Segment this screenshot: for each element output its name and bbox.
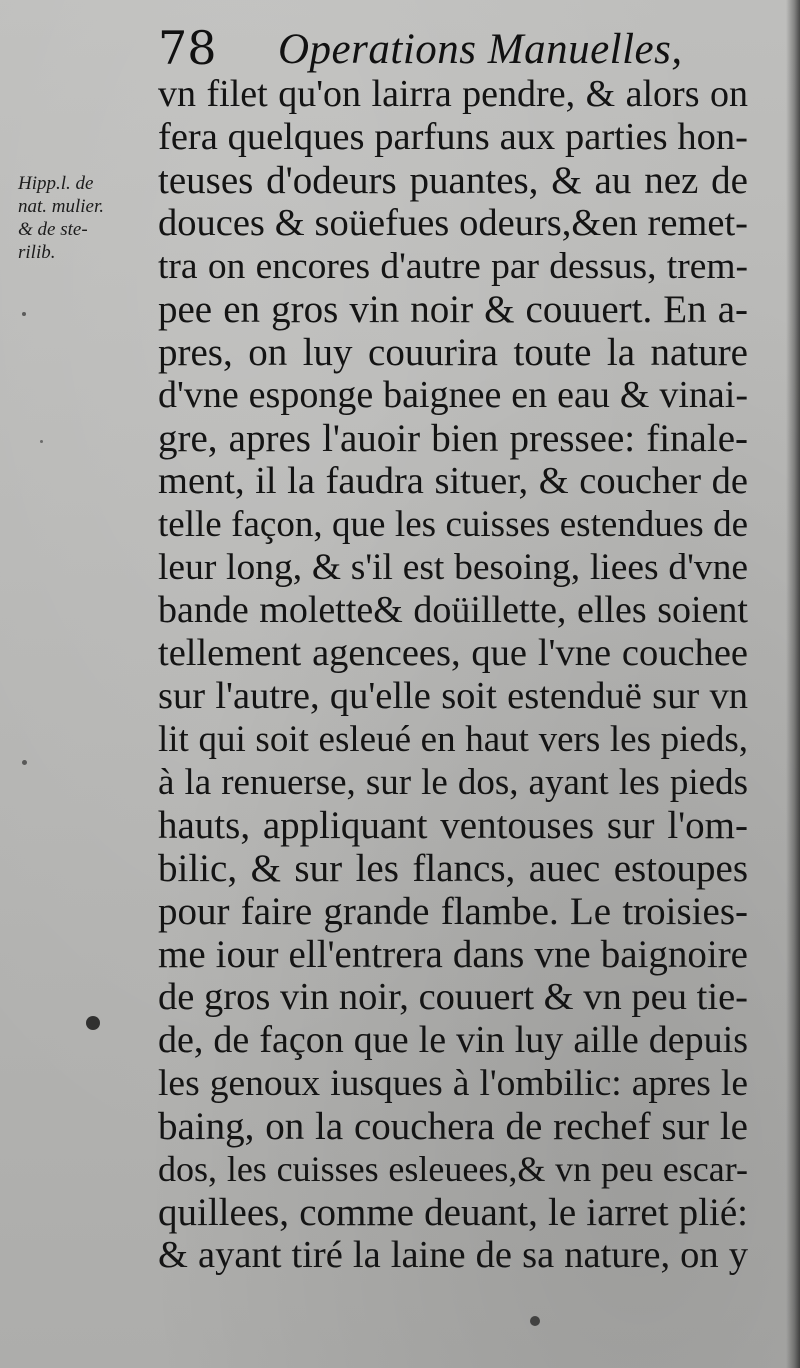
text-line: lit qui soit esleué en haut vers les pieds, bbox=[158, 719, 748, 760]
text-line: telle façon, que les cuisses estendues de bbox=[158, 504, 748, 545]
page-number: 78 bbox=[158, 21, 217, 75]
text-line: tellement agencees, que l'vne couchee bbox=[158, 632, 748, 674]
margin-note-line: rilib. bbox=[18, 242, 56, 263]
ink-speck bbox=[22, 312, 26, 316]
text-line: vn filet qu'on lairra pendre, & alors on bbox=[158, 73, 748, 115]
text-line: sur l'autre, qu'elle soit estenduë sur vn bbox=[158, 675, 748, 717]
text-line: de gros vin noir, couuert & vn peu tie- bbox=[158, 976, 748, 1018]
margin-note-line: & de ste- bbox=[18, 219, 88, 240]
page-header bbox=[158, 18, 758, 78]
page-edge-shadow bbox=[786, 0, 800, 1368]
text-line: pour faire grande flambe. Le troisies- bbox=[158, 890, 748, 933]
text-line: leur long, & s'il est besoing, liees d'vne bbox=[158, 547, 748, 588]
text-line: d'vne esponge baignee en eau & vinai- bbox=[158, 374, 748, 416]
text-line: ment, il la faudra situer, & coucher de bbox=[158, 460, 748, 502]
text-line: pee en gros vin noir & couuert. En a- bbox=[158, 288, 748, 331]
text-line: dos, les cuisses esleuees,& vn peu escar- bbox=[158, 1149, 748, 1189]
text-line: pres, on luy couurira toute la nature bbox=[158, 331, 748, 374]
text-line: douces & soüefues odeurs,&en remet- bbox=[158, 202, 748, 244]
text-line: à la renuerse, sur le dos, ayant les pieds bbox=[158, 762, 748, 803]
running-title: Operations Manuelles, bbox=[278, 26, 683, 73]
margin-note bbox=[18, 172, 158, 264]
body-text bbox=[158, 73, 748, 1277]
ink-speck bbox=[40, 440, 43, 443]
text-line: gre, apres l'auoir bien pressee: finale- bbox=[158, 417, 748, 460]
text-line: de, de façon que le vin luy aille depuis bbox=[158, 1019, 748, 1061]
text-line: les genoux iusques à l'ombilic: apres le bbox=[158, 1063, 748, 1104]
text-line: teuses d'odeurs puantes, & au nez de bbox=[158, 159, 748, 202]
margin-note-line: Hipp.l. de bbox=[18, 173, 94, 194]
text-line: fera quelques parfuns aux parties hon- bbox=[158, 116, 748, 158]
ink-speck bbox=[530, 1316, 540, 1326]
ink-speck bbox=[86, 1016, 100, 1030]
text-line: baing, on la couchera de rechef sur le bbox=[158, 1105, 748, 1148]
text-line: & ayant tiré la laine de sa nature, on y bbox=[158, 1234, 748, 1276]
ink-speck bbox=[22, 760, 27, 765]
text-line: bilic, & sur les flancs, auec estoupes bbox=[158, 847, 748, 890]
text-line: quillees, comme deuant, le iarret plié: bbox=[158, 1191, 748, 1234]
text-line: tra on encores d'autre par dessus, trem- bbox=[158, 246, 748, 287]
text-line: bande molette& doüillette, elles soient bbox=[158, 589, 748, 631]
margin-note-line: nat. mulier. bbox=[18, 196, 105, 217]
text-line: hauts, appliquant ventouses sur l'om- bbox=[158, 804, 748, 847]
text-line: me iour ell'entrera dans vne baignoire bbox=[158, 933, 748, 976]
